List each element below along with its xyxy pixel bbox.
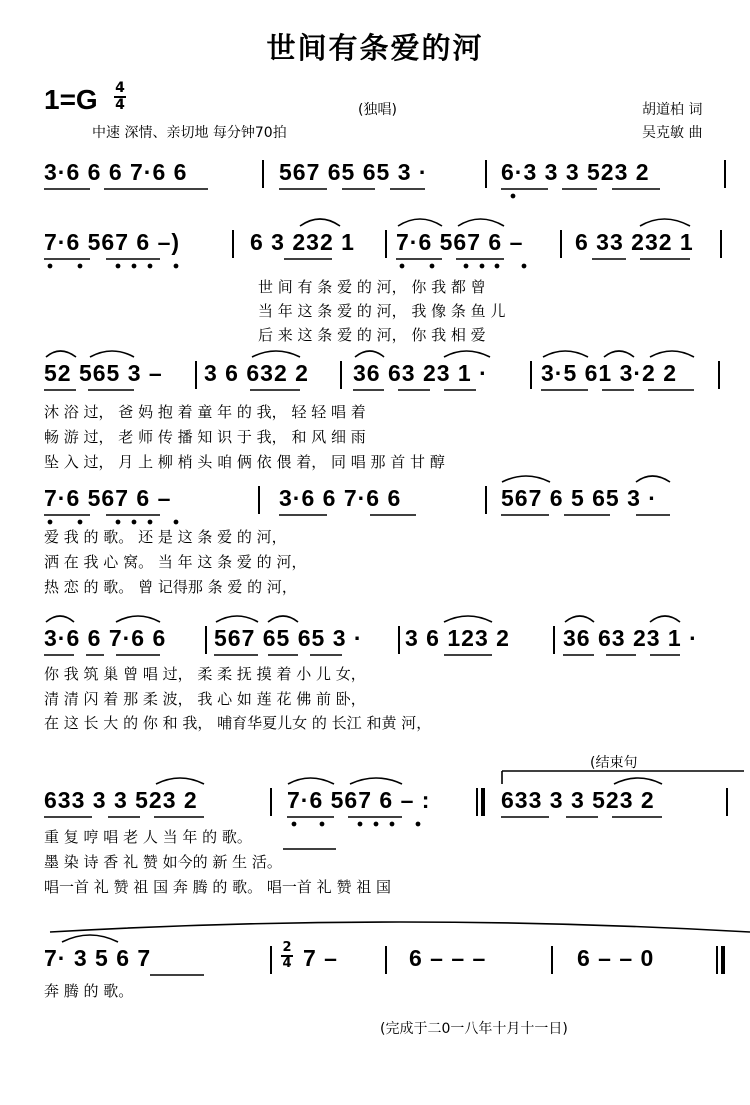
notation-measure-group: 7· 3 5 6 7 xyxy=(44,945,152,971)
slur-mark xyxy=(543,351,588,357)
slur-mark xyxy=(502,476,550,482)
notation-measure-group: 3 6 632 2 xyxy=(204,360,309,386)
composer-credit: 吴克敏 曲 xyxy=(642,125,703,141)
slur-mark xyxy=(444,616,492,622)
octave-dot xyxy=(495,264,498,267)
notation-measure-group: 567 65 65 3 · xyxy=(214,625,363,651)
lyric-line-verse-1: 世 间 有 条 爱 的 河， 你 我 都 曾 xyxy=(258,278,486,296)
notation-measure-group: 3·6 6 7·6 6 xyxy=(279,485,402,511)
lyric-line-verse-2: 墨 染 诗 香 礼 赞 如今的 新 生 活。 xyxy=(44,853,282,871)
notation-measure-group: 567 65 65 3 · xyxy=(279,159,428,185)
notation-measure-group: 3 6 123 2 xyxy=(405,625,510,651)
octave-dot xyxy=(390,822,393,825)
lyric-line-verse-2: 畅 游 过， 老 师 传 播 知 识 于 我， 和 风 细 雨 xyxy=(44,428,366,446)
lyric-line-verse-3: 热 恋 的 歌。 曾 记得那 条 爱 的 河， xyxy=(44,578,297,596)
slur-mark xyxy=(116,616,160,622)
notation-measure-group: 6 – – 0 xyxy=(577,945,655,971)
lyric-line-verse-3: 坠 入 过， 月 上 柳 梢 头 咱 俩 依 偎 着， 同 唱 那 首 甘 醇 xyxy=(44,453,445,471)
octave-dot xyxy=(464,264,467,267)
lyric-line-verse-3: 在 这 长 大 的 你 和 我， 哺育华夏儿女 的 长江 和黄 河， xyxy=(44,714,432,732)
lyric-line-verse-3: 唱一首 礼 赞 祖 国 奔 腾 的 歌。 唱一首 礼 赞 祖 国 xyxy=(44,878,391,896)
lyric-line-verse-2: 洒 在 我 心 窝。 当 年 这 条 爱 的 河， xyxy=(44,553,307,571)
notation-measure-group: 7·6 567 6 – xyxy=(396,229,524,255)
slur-mark xyxy=(444,351,490,357)
notation-measure-group: 6 – – – xyxy=(409,945,487,971)
slur-mark xyxy=(300,219,340,226)
slur-mark xyxy=(355,351,384,357)
key-signature: 1=G xyxy=(44,84,98,115)
octave-dot xyxy=(416,822,419,825)
slur-mark xyxy=(156,778,204,784)
lyric-line-verse-3: 后 来 这 条 爱 的 河， 你 我 相 爱 xyxy=(258,326,486,344)
lyric-line-verse-1: 你 我 筑 巢 曾 唱 过， 柔 柔 抚 摸 着 小 儿 女， xyxy=(44,665,366,683)
octave-dot xyxy=(48,264,51,267)
ending-phrase-label: (结束句 xyxy=(590,755,638,771)
octave-dot xyxy=(132,264,135,267)
notation-measure-group: 633 3 3 523 2 xyxy=(501,787,655,813)
notation-measure-group: 52 565 3 – xyxy=(44,360,163,386)
slur-mark xyxy=(62,935,118,942)
tie-across-system xyxy=(50,922,750,932)
slur-mark xyxy=(350,778,402,784)
slur-mark xyxy=(288,778,334,784)
time-signature-numerator: 4 xyxy=(115,80,125,96)
slur-mark xyxy=(398,219,442,226)
slur-mark xyxy=(650,616,680,622)
slur-mark xyxy=(252,351,300,357)
octave-dot xyxy=(132,520,135,523)
octave-dot xyxy=(148,264,151,267)
octave-dot xyxy=(522,264,525,267)
slur-mark xyxy=(565,616,594,622)
slur-mark xyxy=(636,476,670,482)
notation-measure-group: 567 6 5 65 3 · xyxy=(501,485,657,511)
octave-dot xyxy=(292,822,295,825)
performance-style: (独唱) xyxy=(358,102,397,118)
octave-dot xyxy=(430,264,433,267)
octave-dot xyxy=(116,520,119,523)
slur-mark xyxy=(640,219,690,226)
notation-measure-group: 633 3 3 523 2 xyxy=(44,787,198,813)
lyric-line-verse-1: 重 复 哼 唱 老 人 当 年 的 歌。 xyxy=(44,828,252,846)
lyric-line-verse-1: 爱 我 的 歌。 还 是 这 条 爱 的 河， xyxy=(44,528,287,546)
notation-measure-group: 7·6 567 6 – : xyxy=(287,787,431,813)
octave-dot xyxy=(358,822,361,825)
octave-dot xyxy=(116,264,119,267)
tempo-marking: 中速 深情、亲切地 每分钟70拍 xyxy=(92,125,287,141)
slur-mark xyxy=(604,351,634,357)
slur-mark xyxy=(216,616,258,622)
octave-dot xyxy=(78,520,81,523)
lyric-line-verse-2: 当 年 这 条 爱 的 河， 我 像 条 鱼 儿 xyxy=(258,302,506,320)
octave-dot xyxy=(480,264,483,267)
time-change-denominator: 4 xyxy=(282,956,292,971)
slur-mark xyxy=(46,351,76,357)
octave-dot xyxy=(174,520,177,523)
octave-dot xyxy=(78,264,81,267)
octave-dot xyxy=(400,264,403,267)
notation-measure-group: 3·5 61 3·2 2 xyxy=(541,360,678,386)
octave-dot xyxy=(374,822,377,825)
slur-mark xyxy=(614,778,662,784)
notation-measure-group: 7·6 567 6 –) xyxy=(44,229,181,255)
slur-mark xyxy=(650,351,694,357)
lyric-line-verse-1: 沐 浴 过， 爸 妈 抱 着 童 年 的 我， 轻 轻 唱 着 xyxy=(44,403,366,421)
notation-measure-group: 3·6 6 6 7·6 6 xyxy=(44,159,188,185)
octave-dot xyxy=(48,520,51,523)
song-title: 世间有条爱的河 xyxy=(266,31,484,65)
time-signature-denominator: 4 xyxy=(115,97,125,113)
lyric-line-verse-2: 清 清 闪 着 那 柔 波， 我 心 如 莲 花 佛 前 卧， xyxy=(44,690,366,708)
octave-dot xyxy=(511,194,514,197)
time-change-numerator: 2 xyxy=(282,940,292,955)
slur-mark xyxy=(46,616,74,622)
notation-measure-group: 7·6 567 6 – xyxy=(44,485,172,511)
completion-date: (完成于二0一八年十月十一日) xyxy=(380,1021,568,1037)
notation-measure-group: 7 – xyxy=(303,945,338,971)
notation-measure-group: 36 63 23 1 · xyxy=(353,360,488,386)
slur-mark xyxy=(458,219,504,226)
notation-measure-group: 6·3 3 3 523 2 xyxy=(501,159,650,185)
notation-measure-group: 6 33 232 1 xyxy=(575,229,694,255)
octave-dot xyxy=(174,264,177,267)
octave-dot xyxy=(148,520,151,523)
slur-mark xyxy=(90,351,134,357)
slur-mark xyxy=(268,616,298,622)
notation-measure-group: 36 63 23 1 · xyxy=(563,625,698,651)
lyric-line-verse-1: 奔 腾 的 歌。 xyxy=(44,982,134,1000)
lyricist-credit: 胡道柏 词 xyxy=(642,102,703,118)
notation-measure-group: 6 3 232 1 xyxy=(250,229,355,255)
notation-measure-group: 3·6 6 7·6 6 xyxy=(44,625,167,651)
octave-dot xyxy=(320,822,323,825)
